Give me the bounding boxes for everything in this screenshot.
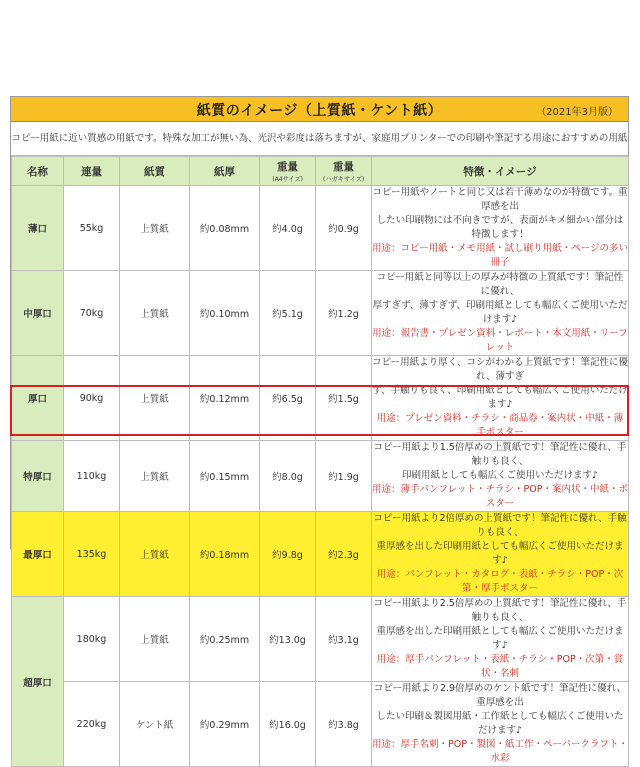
row-thickness: 約0.15mm (190, 441, 260, 512)
feature-line: 印刷用紙としても幅広くご使用いただけます♪ (401, 470, 599, 481)
feature-line: 重厚感を出した印刷用紙としても幅広くご使用いただけます♪ (376, 626, 624, 651)
row-name: 最厚口 (12, 512, 64, 597)
feature-line: コピー用紙やノートと同じ又は若干薄めなのが特徴です。重厚感を出 (372, 187, 628, 212)
row-thickness: 約0.08mm (190, 186, 260, 271)
row-name: 特厚口 (12, 441, 64, 512)
row-stock: 上質紙 (120, 597, 190, 682)
row-stock: 上質紙 (120, 356, 190, 441)
row-basis-weight: 220kg (64, 682, 120, 767)
feature-line: コピー用紙より2.5倍厚めの上質紙です！筆記性に優れ、手触りも良く、 (373, 598, 627, 623)
row-name: 超厚口 (12, 597, 64, 767)
col-name: 名称 (12, 157, 64, 186)
table-row (12, 597, 629, 682)
row-name: 薄口 (12, 186, 64, 271)
row-basis-weight: 55kg (64, 186, 120, 271)
row-features (372, 356, 629, 441)
row-stock: ケント紙 (120, 682, 190, 767)
col-weight-postcard-sub: (ハガキサイズ) (322, 175, 365, 183)
feature-uses: 用途：コピー用紙・メモ用紙・試し刷り用紙・ページの多い冊子 (372, 243, 628, 268)
feature-uses: 用途：厚手名刺・POP・製図・紙工作・ペーパークラフト・水彩 (372, 739, 628, 764)
row-weight-postcard: 約0.9g (316, 186, 372, 271)
edition-label: （2021年3月版） (536, 107, 618, 118)
row-stock: 上質紙 (120, 441, 190, 512)
feature-uses: 用途：プレゼン資料・チラシ・商品券・案内状・中紙・薄手ポスター (376, 413, 624, 438)
row-thickness: 約0.12mm (190, 356, 260, 441)
table-row (12, 356, 629, 441)
row-weight-a4: 約9.8g (260, 512, 316, 597)
table-row (12, 441, 629, 512)
row-basis-weight: 90kg (64, 356, 120, 441)
feature-line: コピー用紙より厚く、コシがわかる上質紙です！筆記性に優れ、薄すぎ (372, 357, 628, 382)
col-weight-a4-sub: (A4サイズ) (272, 175, 303, 183)
row-thickness: 約0.18mm (190, 512, 260, 597)
row-weight-a4: 約5.1g (260, 271, 316, 356)
feature-uses: 用途：薄手パンフレット・チラシ・POP・案内状・中紙・ポスター (372, 484, 628, 509)
col-weight-postcard-label: 重量 (333, 161, 354, 173)
table-header-row (12, 157, 629, 186)
paper-quality-sheet (10, 96, 629, 764)
row-weight-postcard: 約1.9g (316, 441, 372, 512)
row-basis-weight: 70kg (64, 271, 120, 356)
row-stock: 上質紙 (120, 271, 190, 356)
row-features (372, 441, 629, 512)
row-thickness: 約0.10mm (190, 271, 260, 356)
col-stock: 紙質 (120, 157, 190, 186)
page-title: 紙質のイメージ（上質紙・ケント紙） (196, 103, 443, 119)
row-weight-postcard: 約3.8g (316, 682, 372, 767)
row-features (372, 597, 629, 682)
row-weight-a4: 約13.0g (260, 597, 316, 682)
feature-uses: 用途：報告書・プレゼン資料・レポート・本文用紙・リーフレット (372, 328, 628, 353)
row-name: 中厚口 (12, 271, 64, 356)
col-weight-a4 (260, 157, 316, 186)
row-weight-a4: 約4.0g (260, 186, 316, 271)
feature-line: したい印刷＆製図用紙・工作紙としても幅広くご使用いただけます♪ (376, 711, 624, 736)
feature-line: コピー用紙と同等以上の厚みが特徴の上質紙です！筆記性に優れ、 (376, 272, 624, 297)
col-features: 特徴・イメージ (372, 157, 629, 186)
col-basis-weight: 連量 (64, 157, 120, 186)
feature-line: コピー用紙より2.9倍厚めのケント紙です！筆記性に優れ、重厚感を出 (373, 683, 627, 708)
row-features (372, 682, 629, 767)
row-name: 厚口 (12, 356, 64, 441)
table-row (12, 271, 629, 356)
feature-line: したい印刷物には不向きですが、表面がキメ細かい部分は特徴します！ (376, 215, 624, 240)
row-weight-a4: 約16.0g (260, 682, 316, 767)
row-weight-postcard: 約1.5g (316, 356, 372, 441)
feature-line: 厚すぎず、薄すぎず、印刷用紙としても幅広くご使用いただけます♪ (372, 300, 628, 325)
feature-uses: 用途：パンフレット・カタログ・表紙・チラシ・POP・次第・厚手ポスター (376, 569, 624, 594)
row-weight-a4: 約8.0g (260, 441, 316, 512)
row-features (372, 186, 629, 271)
paper-spec-table (11, 156, 629, 767)
row-features (372, 271, 629, 356)
row-features (372, 512, 629, 597)
feature-line: ず、手触りも良く、印刷用紙としても幅広くご使用いただけます♪ (372, 385, 628, 410)
row-thickness: 約0.25mm (190, 597, 260, 682)
title-bar (11, 97, 628, 122)
col-weight-a4-label: 重量 (277, 161, 298, 173)
row-stock: 上質紙 (120, 186, 190, 271)
row-weight-postcard: 約2.3g (316, 512, 372, 597)
row-weight-postcard: 約1.2g (316, 271, 372, 356)
col-weight-postcard (316, 157, 372, 186)
row-basis-weight: 180kg (64, 597, 120, 682)
row-weight-a4: 約6.5g (260, 356, 316, 441)
intro-text: コピー用紙に近い質感の用紙です。特殊な加工が無い為、光沢や彩度は落ちますが、家庭用プリンターでの印刷や筆記する用途におすすめの用紙 (11, 122, 628, 156)
row-stock: 上質紙 (120, 512, 190, 597)
feature-uses: 用途：厚手パンフレット・表紙・チラシ・POP・次第・賞状・名刺 (376, 654, 624, 679)
col-thickness: 紙厚 (190, 157, 260, 186)
table-row (12, 186, 629, 271)
row-thickness: 約0.29mm (190, 682, 260, 767)
row-weight-postcard: 約3.1g (316, 597, 372, 682)
table-row (12, 682, 629, 767)
row-basis-weight: 110kg (64, 441, 120, 512)
feature-line: 重厚感を出した印刷用紙としても幅広くご使用いただけます♪ (376, 541, 624, 566)
row-basis-weight: 135kg (64, 512, 120, 597)
feature-line: コピー用紙より1.5倍厚めの上質紙です！筆記性に優れ、手触りも良く、 (373, 442, 627, 467)
feature-line: コピー用紙より2倍厚めの上質紙です！筆記性に優れ、手触りも良く、 (373, 513, 627, 538)
table-row (12, 512, 629, 597)
